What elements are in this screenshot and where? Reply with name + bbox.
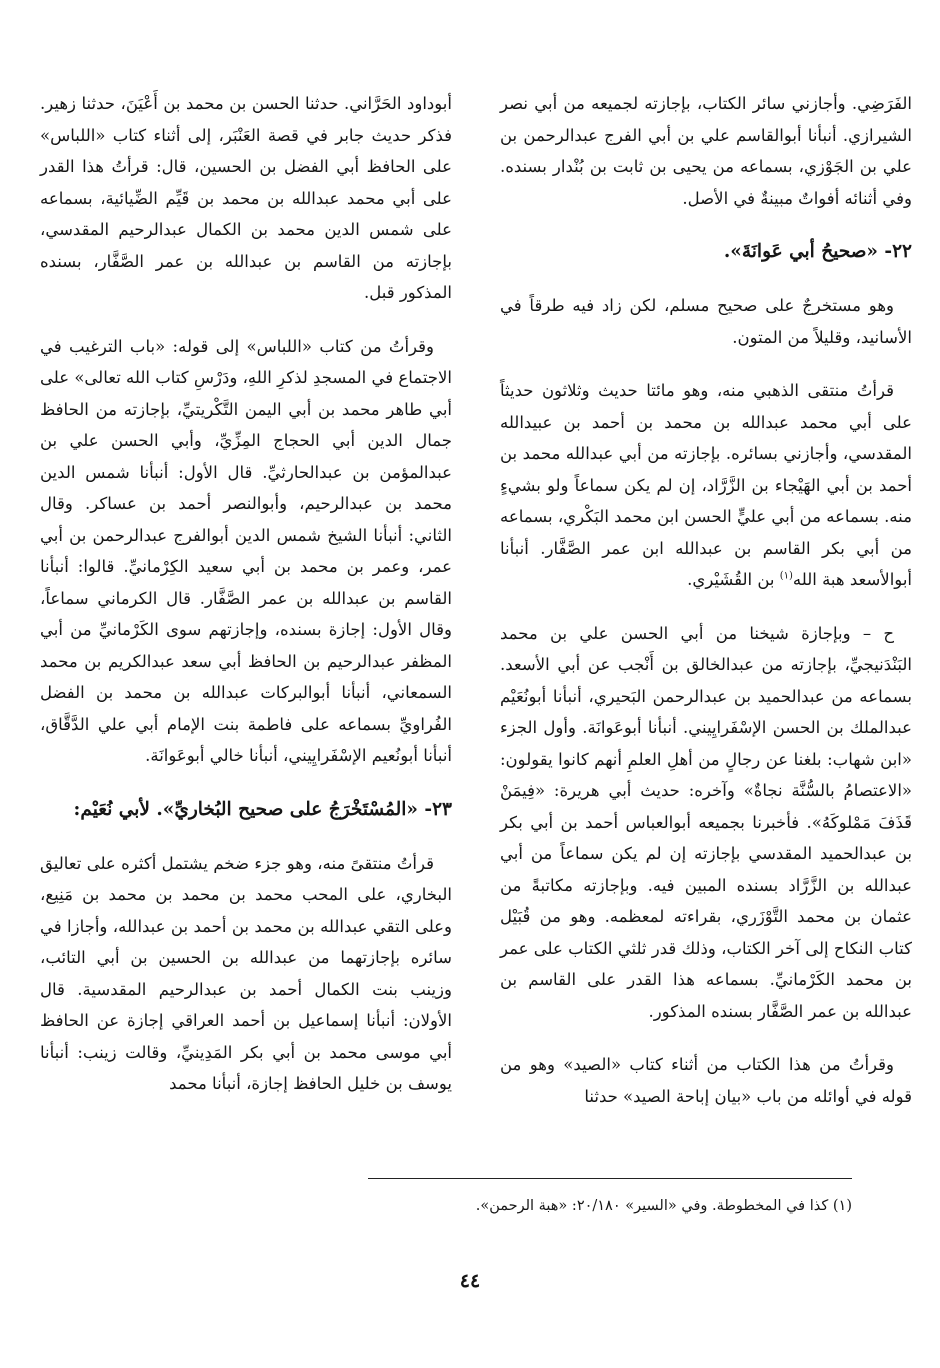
paragraph: وقرأتُ من كتاب «اللباس» إلى قوله: «باب الترغيب في الاجتماع في المسجدِ لذكرِ اللهِ، ودَرْسِ كتاب الله تعالى» على أبي طاهر محمد بن أبي اليمن التَّكْريتيِّ، بإجازته من الحافظ جمال الدين أبي الحجاج المِزِّيِّ، وأبي الحسن علي بن عبدالمؤمن بن عبدالحارثيِّ. قال الأول: أنبأنا شمس الدين محمد بن عبدالرحيم، وأبوالنصر أحمد بن عساكر. وقال الثاني: أنبأنا الشيخ شمس الدين أبوالفرج عبدالرحمن بن أبي عمر، وعمر بن محمد بن أبي سعيد الكِرْمانيِّ. قالوا: أنبأنا القاسم بن عبدالله بن عمر الصَّفَّار. قال الكرماني سماعاً، وقال الأول: إجازة بسنده، وإجازتهم سوى الكَرْمانيِّ من أبي المظفر عبدالرحيم بن الحافظ أبي سعد عبدالكريم بن محمد السمعاني، أنبأنا أبوالبركات عبدالله بن محمد بن الفضل الفُراويِّ بسماعه على فاطمة بنت الإمام أبي علي الدَّقَّاق، أنبأنا أبونُعيم الإسْفَرايِيني، أنبأنا خالي أبوعَوانَة. (40, 336, 452, 765)
paragraph: قرأتُ منتقىً منه، وهو جزء ضخم يشتمل أكثره على تعاليق البخاري، على المحب محمد بن محمد بن محمد بن مَنِيع، وعلى التقي عبدالله بن محمد بن أحمد بن عبدالله، وأجازا في سائره بإجازتهما من عبدالله بن الحسين بن أبي التائب، وزينب بنت الكمال أحمد بن عبدالرحيم المقدسية. قال الأولان: أنبأنا إسماعيل بن أحمد العراقي إجازة عن الحافظ أبي موسى محمد بن أبي بكر المَدِينيِّ، وقالت زينب: أنبأنا يوسف بن خليل الحافظ إجازة، أنبأنا محمد (40, 853, 452, 1093)
footnote: (١) كذا في المخطوطة. وفي «السير» ٢٠/١٨٠: «هبة الرحمن». (475, 1198, 852, 1214)
paragraph: أبوداود الحَرَّاني. حدثنا الحسن بن محمد بن أَعْيَنَ، حدثنا زهير. فذكر حديث جابر في قصة العَنْبَر، إلى أثناء كتاب «اللباس» على الحافظ أبي الفضل بن الحسين، قال: قرأتُ هذا القدر على أبي محمد عبدالله بن محمد بن قَيِّم الضِّيائية، بسماعه على شمس الدين محمد بن الكمال عبدالرحيم المقدسي، بإجازته من القاسم بن عبدالله بن عمر الصَّفَّار، بسنده المذكور قبل. (40, 94, 452, 302)
paragraph: الفَرَضِي. وأجازني سائر الكتاب، بإجازته لجميعه من أبي نصر الشيرازي. أنبأنا أبوالقاسم علي بن أبي الفرج عبدالرحمن بن علي بن الجَوْزي، بسماعه من يحيى بن ثابت بن بُنْدار بسنده. وفي أثنائه أفواتٌ مبينةٌ في الأصل. (500, 94, 912, 208)
paragraph (500, 375, 912, 596)
right-column (500, 88, 912, 1134)
paragraph-text: بن القُشَيْري. (687, 570, 780, 589)
footnote-marker: (١) (779, 570, 793, 582)
section-heading-23: ٢٣- «المُسْتَخْرَجُ على صحيح البُخاريِّ». لأبي نُعَيْم: (73, 798, 452, 820)
paragraph: ح – وبإجازة شيخنا من أبي الحسن علي بن محمد البَنْدَنيجيِّ، بإجازته من عبدالخالق بن أَنْجب عن أبي الأسعد. بسماعه من عبدالحميد بن عبدالرحمن البَحيري، أنبأنا أبونُعَيْم عبدالملك بن الحسن الإسْفَرايِيني. أنبأنا أبوعَوانَة. وأول الجزء «ابن شهاب: بلغنا عن رجالٍ من أهلِ العلمِ أنهم كانوا يقولون: «الاعتصامُ بالسُّنَّة نجاةٌ» وآخره: حديث أبي هريرة: «فِيمَنْ قَذَفَ مَمْلوكَهُ». فأخبرنا بجميعه أبوالعباس أحمد بن أبي بكر بن عبدالحميد المقدسي بإجازته إن لم يكن سماعاً من أبي عبدالله بن الزَّرَّاد بسنده المبين فيه. وبإجازته مكاتبةً من عثمان بن محمد التَّوْزَري، بقراءته لمعظمه. وهو من قُبَيْل كتاب النكاح إلى آخر الكتاب، وذلك قدر ثلثي الكتاب على عمر بن محمد الكَرْمانيِّ. بسماعه هذا القدر على القاسم بن عبدالله بن عمر الصَّفَّار بسنده المذكور. (500, 623, 912, 1021)
paragraph-text: قرأتُ منتقى الذهبي منه، وهو مائتا حديث وثلاثون حديثاً على أبي محمد عبدالله بن محمد بن أحمد بن عبيدالله المقدسي، وأجازني بسائره. بإجازته من أبي عبدالله محمد بن أحمد بن أبي الهَيْجاء بن الزَّرَّاد، إن لم يكن سماعاً ولو بشيءٍ منه. بسماعه من أبي عليٍّ الحسن ابن محمد البَكْري، بسماعه من أبي بكر القاسم بن عبدالله ابن عمر الصَّفَّار. أنبأنا أبوالأسعد هبة الله (500, 381, 912, 589)
paragraph: وقرأتُ من هذا الكتاب من أثناء كتاب «الصيد» وهو من قوله في أوائله من باب «بيان إباحة الصيد» حدثنا (500, 1055, 912, 1106)
section-heading-22: ٢٢- «صحيحُ أبي عَوانَةَ». (723, 241, 912, 262)
footnote-divider (368, 1178, 852, 1179)
page-number: ٤٤ (459, 1270, 481, 1292)
left-column (40, 88, 452, 1122)
paragraph: وهو مستخرجٌ على صحيح مسلم، لكن زاد فيه طرقاً في الأسانيد، وقليلاً من المتون. (500, 296, 912, 347)
